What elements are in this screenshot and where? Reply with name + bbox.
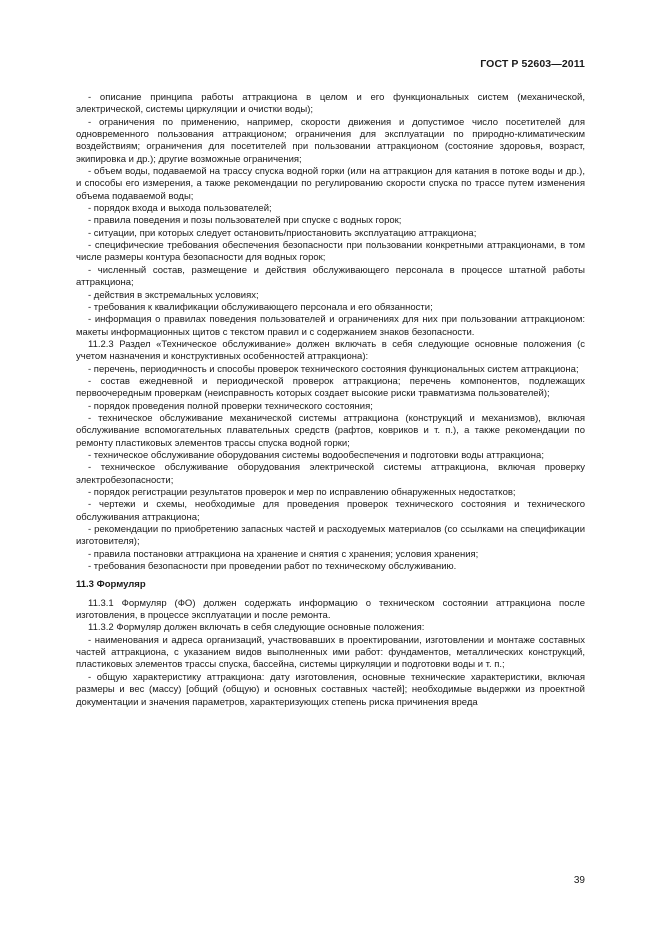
- paragraph: - наименования и адреса организаций, участвовавших в проектировании, изготовлении и монтаже составных частей аттракциона, с указанием видов выполненных ими работ: фундаментов, металлических конструкций, пластиковых элементов трассы спуска, бассейна, системы циркуляции и подготовки воды и т. п.;: [76, 634, 585, 671]
- paragraph: - информация о правилах поведения пользователей и ограничениях для них при пользовании аттракционом: макеты информационных щитов с текстом правил и с содержанием знаков безопасности.: [76, 314, 585, 338]
- paragraph: - состав ежедневной и периодической проверок аттракциона; перечень компонентов, подлежащих первоочередным проверкам (неисправность которых создает высокие риски травматизма пользователей);: [76, 375, 585, 400]
- paragraph: - ограничения по применению, например, скорости движения и допустимое число посетителей для одновременного пользования аттракционом; ограничения для эксплуатации по природно-климатическим воздействиям; ограничения для посетителей при пользовании аттракционом (состояние здоровья, возраст, экипировка и др.); другие возможные ограничения;: [76, 116, 585, 165]
- section-heading: 11.3 Формуляр: [76, 579, 146, 591]
- document-body: [76, 92, 585, 709]
- paragraph: - объем воды, подаваемой на трассу спуска водной горки (или на аттракцион для катания в потоке воды и др.), и способы его измерения, а также рекомендации по регулированию скорости спуска по трассе путем изменения объема подаваемой воды;: [76, 166, 585, 202]
- document-standard-id: ГОСТ Р 52603—2011: [480, 58, 585, 70]
- paragraph: - правила поведения и позы пользователей при спуске с водных горок;: [88, 215, 402, 227]
- paragraph: - чертежи и схемы, необходимые для проведения проверок технического состояния и технического обслуживания аттракциона;: [76, 499, 585, 523]
- paragraph: - ситуации, при которых следует остановить/приостановить эксплуатацию аттракциона;: [88, 227, 477, 239]
- paragraph: 11.3.1 Формуляр (ФО) должен содержать информацию о техническом состоянии аттракциона после изготовления, в процессе эксплуатации и после ремонта.: [76, 597, 585, 622]
- paragraph: - требования к квалификации обслуживающего персонала и его обязанности;: [88, 301, 433, 313]
- paragraph: - правила постановки аттракциона на хранение и снятия с хранения; условия хранения;: [88, 548, 479, 560]
- paragraph: 11.3.2 Формуляр должен включать в себя следующие основные положения:: [88, 622, 425, 634]
- paragraph: - техническое обслуживание оборудования системы водообеспечения и подготовки воды аттракциона;: [88, 449, 544, 461]
- page-number: 39: [573, 875, 585, 886]
- paragraph: - техническое обслуживание механической системы аттракциона (конструкций и механизмов), включая обслуживание вспомогательных плавательных средств (рафтов, ковриков и т. п.), а также рекомендации по ремонту пластиковых элементов трассы спуска водной горки;: [76, 412, 585, 449]
- paragraph: - порядок регистрации результатов проверок и мер по исправлению обнаруженных недостатков;: [88, 487, 516, 498]
- paragraph: - техническое обслуживание оборудования электрической системы аттракциона, включая проверку электробезопасности;: [76, 462, 585, 486]
- paragraph: - порядок входа и выхода пользователей;: [88, 203, 272, 215]
- paragraph: - рекомендации по приобретению запасных частей и расходуемых материалов (со ссылками на спецификации изготовителя);: [76, 524, 585, 548]
- paragraph: - общую характеристику аттракциона: дату изготовления, основные технические характеристики, включая размеры и вес (массу) [общий (общую) и основных составных частей]; необходимые выдержки из проектной документации и значения параметров, характеризующих степень риска причинения вреда: [76, 671, 585, 708]
- paragraph: - численный состав, размещение и действия обслуживающего персонала в процессе штатной работы аттракциона;: [76, 264, 585, 289]
- paragraph: - действия в экстремальных условиях;: [88, 289, 259, 301]
- paragraph: - требования безопасности при проведении работ по техническому обслуживанию.: [88, 561, 457, 573]
- paragraph: - порядок проведения полной проверки технического состояния;: [88, 400, 373, 412]
- paragraph: 11.2.3 Раздел «Техническое обслуживание» должен включать в себя следующие основные положения (с учетом назначения и конструктивных особенностей аттракциона):: [76, 338, 585, 363]
- paragraph: - специфические требования обеспечения безопасности при пользовании конкретными аттракционами, в том числе размеры контура безопасности для водных горок;: [76, 240, 585, 264]
- paragraph: - перечень, периодичность и способы проверок технического состояния функциональных систем аттракциона;: [88, 363, 579, 375]
- paragraph: - описание принципа работы аттракциона в целом и его функциональных систем (механической, электрической, системы циркуляции и очистки воды);: [76, 92, 585, 116]
